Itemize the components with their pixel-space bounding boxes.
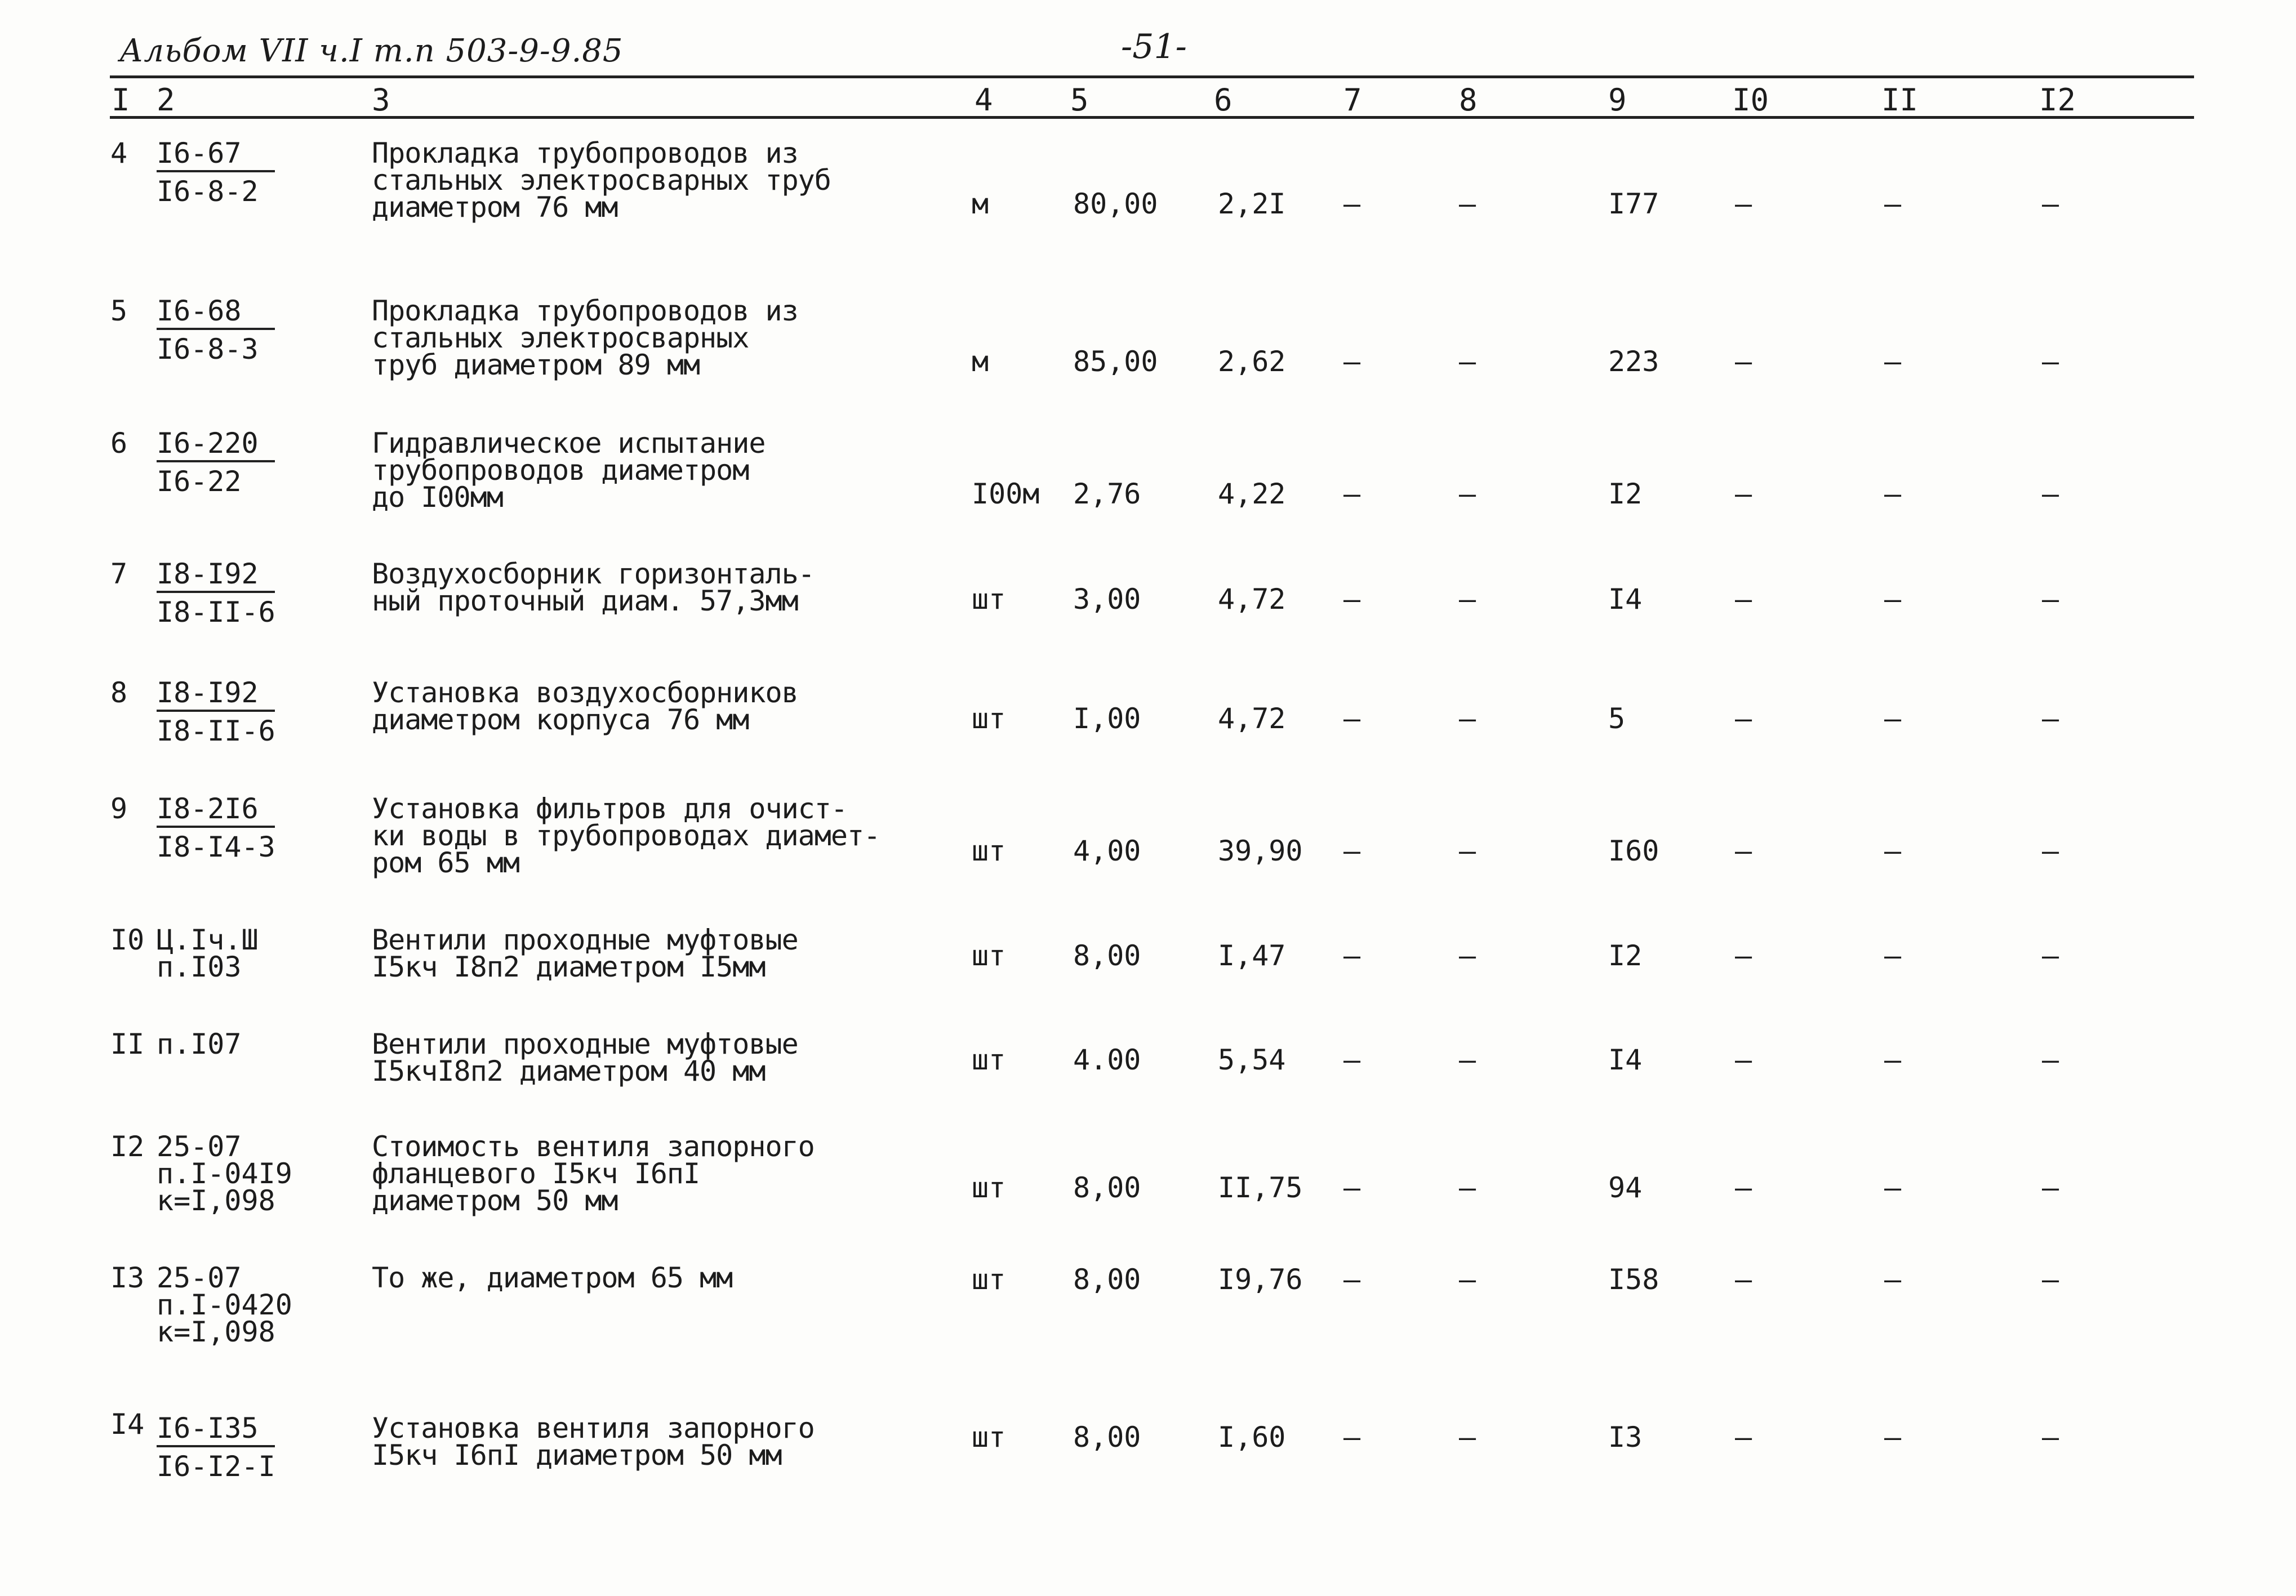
unit-price: I9,76 <box>1218 1263 1303 1296</box>
norm-code-primary <box>157 427 259 460</box>
col-7-value: – <box>1343 583 1361 616</box>
norm-code-primary-text: I8-2I6 <box>157 795 259 822</box>
quantity: 2,76 <box>1073 478 1141 510</box>
work-description <box>372 137 831 224</box>
norm-code-secondary: I8-I4-3 <box>157 831 275 863</box>
col-8-value: – <box>1459 702 1476 735</box>
norm-code-primary <box>157 295 259 327</box>
album-reference: Альбом VII ч.I т.п 503-9-9.85 <box>119 33 624 69</box>
row-number: 6 <box>110 427 128 460</box>
row-number: I2 <box>110 1130 145 1163</box>
col-10-value: – <box>1735 188 1752 220</box>
norm-code-secondary: п.I03 <box>157 951 242 983</box>
description-line: ный проточный диам. 57,3мм <box>372 585 798 617</box>
col-8-value: – <box>1459 939 1476 972</box>
total-cost: 5 <box>1608 702 1626 735</box>
quantity: 85,00 <box>1073 345 1158 378</box>
norm-code-primary <box>157 558 275 590</box>
description-line: ки воды в трубопроводах диамет- <box>372 819 880 852</box>
norm-code-secondary: п.I-0420 <box>157 1289 292 1321</box>
description-line: до I00мм <box>372 481 503 514</box>
col-12-value: – <box>2042 1044 2059 1076</box>
norm-code <box>157 137 259 208</box>
col-12-value: – <box>2042 1263 2059 1296</box>
norm-code-primary: 25-07 <box>157 1130 242 1163</box>
norm-code <box>157 560 275 626</box>
unit: шт <box>972 835 1006 867</box>
total-cost: I3 <box>1608 1421 1643 1454</box>
fraction-bar <box>157 170 275 172</box>
col-12-value: – <box>2042 478 2059 510</box>
col-7-value: – <box>1343 702 1361 735</box>
col-8-value: – <box>1459 188 1476 220</box>
col-10-value: – <box>1735 939 1752 972</box>
unit-price: 4,72 <box>1218 702 1286 735</box>
total-cost: I4 <box>1608 1044 1643 1076</box>
norm-code-secondary: п.I-04I9 <box>157 1157 292 1190</box>
norm-code-primary <box>157 792 275 825</box>
col-11-value: – <box>1884 939 1902 972</box>
unit-price: 2,2I <box>1218 188 1286 220</box>
total-cost: I60 <box>1608 835 1659 867</box>
row-number: 4 <box>110 137 128 170</box>
unit: шт <box>972 1421 1006 1454</box>
quantity: I,00 <box>1073 702 1141 735</box>
col-11-value: – <box>1884 1421 1902 1454</box>
col-11-value: – <box>1884 583 1902 616</box>
work-description <box>372 792 880 879</box>
norm-code-primary: 25-07 <box>157 1261 242 1294</box>
fraction-bar <box>157 1445 275 1447</box>
description-line: диаметром корпуса 76 мм <box>372 703 749 736</box>
col-7-value: – <box>1343 835 1361 867</box>
col-8-value: – <box>1459 1171 1476 1204</box>
quantity: 8,00 <box>1073 1171 1141 1204</box>
col-10-value: – <box>1735 1421 1752 1454</box>
unit: шт <box>972 583 1006 616</box>
row-number: I3 <box>110 1261 145 1294</box>
description-line: стальных электросварных труб <box>372 164 831 197</box>
norm-code-secondary: к=I,098 <box>157 1184 275 1217</box>
norm-code <box>157 1028 242 1060</box>
description-line: ром 65 мм <box>372 846 519 879</box>
work-description <box>372 1412 815 1472</box>
header-rule-top <box>110 75 2194 78</box>
unit-price: II,75 <box>1218 1171 1303 1204</box>
description-line: трубопроводов диаметром <box>372 454 749 487</box>
col-8-value: – <box>1459 583 1476 616</box>
column-header-1: I <box>112 82 130 118</box>
work-description <box>372 558 815 617</box>
col-7-value: – <box>1343 1171 1361 1204</box>
norm-code-primary-text: I8-I92 <box>157 560 259 587</box>
col-11-value: – <box>1884 1044 1902 1076</box>
norm-code-primary-text: I6-68 <box>157 297 242 324</box>
work-description <box>372 295 798 381</box>
col-7-value: – <box>1343 478 1361 510</box>
col-8-value: – <box>1459 1044 1476 1076</box>
norm-code-primary <box>157 137 259 170</box>
quantity: 8,00 <box>1073 1421 1141 1454</box>
unit: шт <box>972 939 1006 972</box>
col-10-value: – <box>1735 702 1752 735</box>
unit-price: I,60 <box>1218 1421 1286 1454</box>
description-line: Установка вентиля запорного <box>372 1412 815 1445</box>
row-number: II <box>110 1028 145 1060</box>
col-12-value: – <box>2042 1421 2059 1454</box>
column-header-11: II <box>1881 82 1919 118</box>
col-8-value: – <box>1459 478 1476 510</box>
description-line: Установка фильтров для очист- <box>372 792 847 825</box>
unit: м <box>972 188 989 220</box>
row-number: 7 <box>110 558 128 590</box>
unit: м <box>972 345 989 378</box>
column-header-2: 2 <box>157 82 175 118</box>
norm-code <box>157 676 275 747</box>
total-cost: 223 <box>1608 345 1659 378</box>
norm-code-primary: п.I07 <box>157 1028 242 1060</box>
unit-price: I,47 <box>1218 939 1286 972</box>
work-description <box>372 676 798 736</box>
col-11-value: – <box>1884 835 1902 867</box>
col-12-value: – <box>2042 939 2059 972</box>
norm-code-primary <box>157 1412 275 1445</box>
description-line: То же, диаметром 65 мм <box>372 1261 733 1294</box>
total-cost: I77 <box>1608 188 1659 220</box>
unit: I00м <box>972 478 1040 510</box>
col-12-value: – <box>2042 1171 2059 1204</box>
work-description <box>372 1130 815 1217</box>
norm-code <box>157 1412 275 1483</box>
col-10-value: – <box>1735 1171 1752 1204</box>
description-line: I5кч I6пI диаметром 50 мм <box>372 1439 782 1472</box>
col-10-value: – <box>1735 1044 1752 1076</box>
description-line: I5кчI8п2 диаметром 40 мм <box>372 1055 766 1087</box>
col-11-value: – <box>1884 188 1902 220</box>
col-10-value: – <box>1735 345 1752 378</box>
work-description <box>372 924 798 983</box>
norm-code-secondary: I8-II-6 <box>157 596 275 628</box>
col-11-value: – <box>1884 478 1902 510</box>
quantity: 3,00 <box>1073 583 1141 616</box>
column-header-7: 7 <box>1343 82 1362 118</box>
work-description <box>372 1261 733 1294</box>
total-cost: I58 <box>1608 1263 1659 1296</box>
norm-code-primary-text: I6-I35 <box>157 1415 259 1442</box>
description-line: Вентили проходные муфтовые <box>372 924 798 956</box>
col-7-value: – <box>1343 1421 1361 1454</box>
norm-code-primary: Ц.Iч.Ш <box>157 924 259 956</box>
description-line: Гидравлическое испытание <box>372 427 766 460</box>
total-cost: I2 <box>1608 478 1643 510</box>
unit-price: 39,90 <box>1218 835 1303 867</box>
col-7-value: – <box>1343 345 1361 378</box>
description-line: Воздухосборник горизонталь- <box>372 558 815 590</box>
column-header-9: 9 <box>1608 82 1627 118</box>
norm-code-secondary: I6-8-2 <box>157 175 259 208</box>
page-number: -51- <box>1121 27 1187 66</box>
norm-code <box>157 1261 292 1348</box>
col-7-value: – <box>1343 1044 1361 1076</box>
norm-code <box>157 792 275 863</box>
unit: шт <box>972 1044 1006 1076</box>
total-cost: 94 <box>1608 1171 1643 1204</box>
norm-code-primary-text: I6-67 <box>157 140 242 167</box>
col-11-value: – <box>1884 1263 1902 1296</box>
row-number: I4 <box>110 1408 145 1441</box>
norm-code-primary <box>157 676 275 709</box>
row-number: 5 <box>110 295 128 327</box>
quantity: 8,00 <box>1073 1263 1141 1296</box>
col-11-value: – <box>1884 345 1902 378</box>
col-7-value: – <box>1343 188 1361 220</box>
column-header-6: 6 <box>1214 82 1232 118</box>
col-12-value: – <box>2042 188 2059 220</box>
quantity: 4.00 <box>1073 1044 1141 1076</box>
unit: шт <box>972 702 1006 735</box>
col-12-value: – <box>2042 583 2059 616</box>
col-10-value: – <box>1735 1263 1752 1296</box>
fraction-bar <box>157 826 275 828</box>
work-description <box>372 427 766 514</box>
description-line: Вентили проходные муфтовые <box>372 1028 798 1060</box>
norm-code <box>157 427 259 498</box>
quantity: 80,00 <box>1073 188 1158 220</box>
col-10-value: – <box>1735 478 1752 510</box>
unit-price: 2,62 <box>1218 345 1286 378</box>
norm-code <box>157 297 259 363</box>
fraction-bar <box>157 591 275 593</box>
column-header-3: 3 <box>372 82 390 118</box>
fraction-bar <box>157 460 275 462</box>
description-line: Стоимость вентиля запорного <box>372 1130 815 1163</box>
norm-code-primary-text: I6-220 <box>157 430 259 457</box>
unit: шт <box>972 1171 1006 1204</box>
work-description <box>372 1028 798 1087</box>
fraction-bar <box>157 328 275 330</box>
norm-code-secondary: I6-22 <box>157 465 242 498</box>
norm-code <box>157 1130 292 1217</box>
description-line: Установка воздухосборников <box>372 676 798 709</box>
description-line: труб диаметром 89 мм <box>372 349 700 381</box>
unit-price: 4,72 <box>1218 583 1286 616</box>
fraction-bar <box>157 710 275 712</box>
norm-code-secondary: I6-I2-I <box>157 1450 275 1483</box>
description-line: Прокладка трубопроводов из <box>372 137 798 170</box>
norm-code <box>157 924 259 983</box>
column-header-5: 5 <box>1070 82 1089 118</box>
row-number: 8 <box>110 676 128 709</box>
col-7-value: – <box>1343 1263 1361 1296</box>
norm-code-secondary: I8-II-6 <box>157 715 275 747</box>
unit-price: 4,22 <box>1218 478 1286 510</box>
column-header-10: I0 <box>1732 82 1769 118</box>
norm-code-secondary: I6-8-3 <box>157 333 259 365</box>
unit-price: 5,54 <box>1218 1044 1286 1076</box>
description-line: диаметром 76 мм <box>372 191 618 224</box>
col-12-value: – <box>2042 835 2059 867</box>
quantity: 8,00 <box>1073 939 1141 972</box>
quantity: 4,00 <box>1073 835 1141 867</box>
norm-code-secondary: к=I,098 <box>157 1316 275 1348</box>
description-line: фланцевого I5кч I6пI <box>372 1157 700 1190</box>
col-8-value: – <box>1459 1263 1476 1296</box>
norm-code-primary-text: I8-I92 <box>157 679 259 706</box>
row-number: 9 <box>110 792 128 825</box>
description-line: диаметром 50 мм <box>372 1184 618 1217</box>
total-cost: I2 <box>1608 939 1643 972</box>
description-line: I5кч I8п2 диаметром I5мм <box>372 951 766 983</box>
col-11-value: – <box>1884 702 1902 735</box>
col-12-value: – <box>2042 345 2059 378</box>
unit: шт <box>972 1263 1006 1296</box>
col-11-value: – <box>1884 1171 1902 1204</box>
description-line: Прокладка трубопроводов из <box>372 295 798 327</box>
col-7-value: – <box>1343 939 1361 972</box>
col-8-value: – <box>1459 345 1476 378</box>
col-12-value: – <box>2042 702 2059 735</box>
col-8-value: – <box>1459 1421 1476 1454</box>
description-line: стальных электросварных <box>372 322 749 354</box>
total-cost: I4 <box>1608 583 1643 616</box>
column-header-8: 8 <box>1459 82 1478 118</box>
column-header-12: I2 <box>2039 82 2076 118</box>
col-8-value: – <box>1459 835 1476 867</box>
col-10-value: – <box>1735 835 1752 867</box>
row-number: I0 <box>110 924 145 956</box>
col-10-value: – <box>1735 583 1752 616</box>
column-header-4: 4 <box>975 82 993 118</box>
